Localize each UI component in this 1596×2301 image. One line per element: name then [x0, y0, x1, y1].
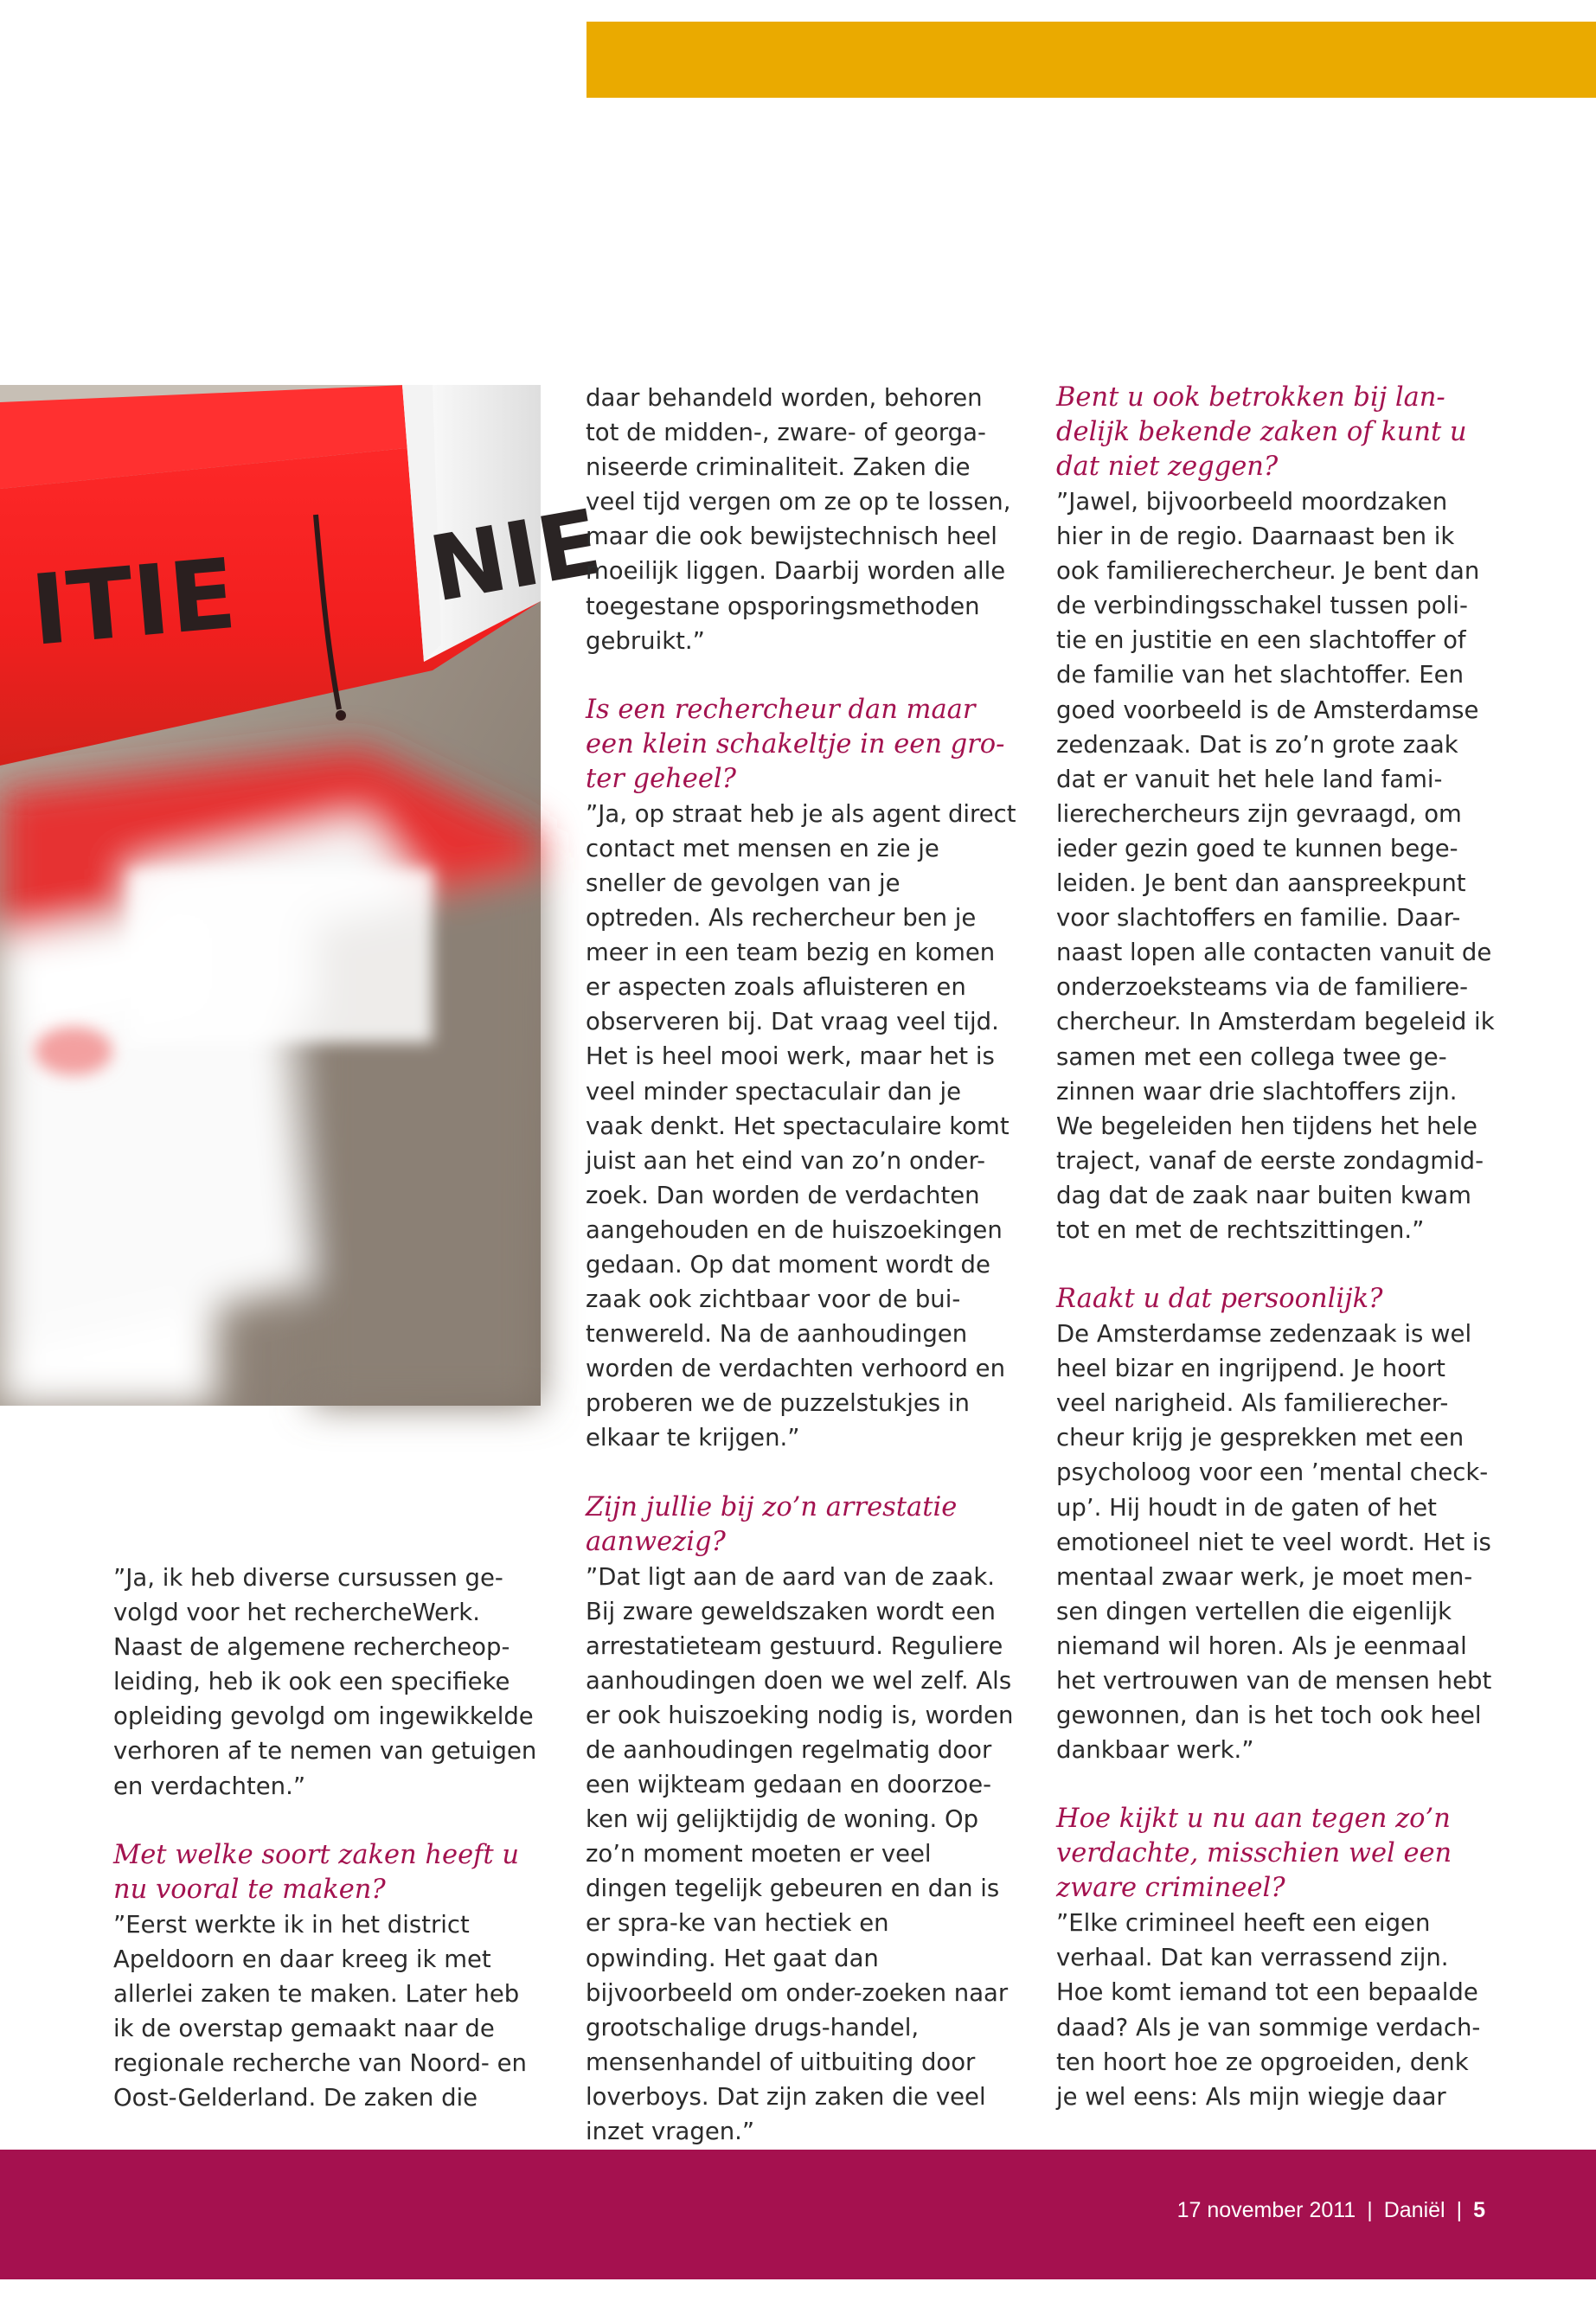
issue-date: 17 november 2011: [1176, 2198, 1356, 2222]
police-tape-photo: [0, 385, 609, 1406]
interview-question: Zijn jullie bij zo’n arrestatie aanwezig?: [586, 1491, 958, 1557]
footer-separator: |: [1456, 2198, 1463, 2222]
police-tape-image: [0, 385, 609, 1406]
interview-question: Bent u ook betrokken bij lan-delijk bekende zaken of kunt u dat niet zeggen?: [1056, 382, 1467, 482]
answer-paragraph: daar behandeld worden, behoren tot de midden-, zware- of georga-niseerde criminaliteit. Zaken die veel tijd vergen om ze op te lossen, maar die ook bewijstechnisch heel moeilijk liggen. Daarbij worden alle toegestane opsporingsmethoden gebruikt.”: [586, 384, 1011, 655]
answer-paragraph: ”Ja, op straat heb je als agent direct contact met mensen en zie je sneller de gevolgen van je optreden. Als rechercheur ben je meer in een team bezig en komen er aspecten zoals afluisteren en observeren bij. Dat vraag veel tijd. Het is heel mooi werk, maar het is veel minder spectaculair dan je vaak denkt. Het spectaculaire komt juist aan het eind van zo’n onder-zoek. Dan worden de verdachten aangehouden en de huiszoekingen gedaan. Op dat moment wordt de zaak ook zichtbaar voor de bui-tenwereld. Na de aanhoudingen worden de verdachten verhoord en proberen we de puzzelstukjes in elkaar te krijgen.”: [586, 799, 1016, 1452]
top-accent-bar: [586, 22, 1596, 98]
answer-paragraph: ”Jawel, bijvoorbeeld moordzaken hier in de regio. Daarnaast ben ik ook familierechercheur. Je bent dan de verbindingsschakel tussen poli-tie en justitie en een slachtoffer of de familie van het slachtoffer. Een goed voorbeeld is de Amsterdamse zedenzaak. Dat is zo’n grote zaak dat er vanuit het hele land fami-lierechercheurs zijn gevraagd, om ieder gezin goed te kunnen bege-leiden. Je bent dan aanspreekpunt voor slachtoffers en familie. Daar-naast lopen alle contacten vanuit de onderzoeksteams via de familiere-chercheur. In Amsterdam begeleid ik samen met een collega twee ge-zinnen waar drie slachtoffers zijn. We begeleiden hen tijdens het hele traject, vanaf de eerste zondagmid-dag dat de zaak naar buiten kwam tot en met de rechtszittingen.”: [1056, 488, 1495, 1244]
article-column-2: [586, 381, 1018, 2149]
page-number: 5: [1473, 2198, 1485, 2222]
interview-question: Raakt u dat persoonlijk?: [1056, 1284, 1383, 1315]
interview-question: Hoe kijkt u nu aan tegen zo’n verdachte, misschien wel een zware crimineel?: [1056, 1804, 1452, 1904]
answer-paragraph: ”Ja, ik heb diverse cursussen ge-volgd voor het rechercheWerk. Naast de algemene rechercheop-leiding, heb ik ook een specifieke opleiding gevolgd om ingewikkelde verhoren af te nemen van getuigen en verdachten.”: [113, 1564, 537, 1800]
answer-paragraph: De Amsterdamse zedenzaak is wel heel bizar en ingrijpend. Je hoort veel narigheid. Als familierecher-cheur krijg je gesprekken met een psycholoog voor een ’mental check-up’. Hij houdt in de gaten of het emotioneel niet te veel wordt. Het is mentaal zwaar werk, je moet men-sen dingen vertellen die eigenlijk niemand wil horen. Als je eenmaal het vertrouwen van de mensen hebt gewonnen, dan is het toch ook heel dankbaar werk.”: [1056, 1320, 1492, 1765]
footer-separator: |: [1367, 2198, 1373, 2222]
tape-text-right: NIE: [422, 489, 609, 623]
interview-question: Is een rechercheur dan maar een klein schakeltje in een gro-ter geheel?: [586, 694, 1005, 794]
tape-text-left: ITIE: [27, 537, 240, 668]
article-column-1: [113, 1561, 537, 2115]
answer-paragraph: ”Elke crimineel heeft een eigen verhaal. Dat kan verrassend zijn. Hoe komt iemand tot een bepaalde daad? Als je van sommige verdach-ten hoort hoe ze opgroeiden, denk je wel eens: Als mijn wiegje daar: [1056, 1909, 1481, 2111]
magazine-name: Daniël: [1383, 2198, 1445, 2222]
interview-question: Met welke soort zaken heeft u nu vooral te maken?: [113, 1839, 520, 1905]
answer-paragraph: ”Eerst werkte ik in het district Apeldoorn en daar kreeg ik met allerlei zaken te maken. Later heb ik de overstap gemaakt naar de regionale recherche van Noord- en Oost-Gelderland. De zaken die: [113, 1910, 527, 2112]
footer-info: [1177, 2195, 1485, 2226]
page-footer: [0, 2150, 1596, 2279]
article-column-3: [1056, 381, 1496, 2114]
answer-paragraph: ”Dat ligt aan de aard van de zaak. Bij zware geweldszaken wordt een arrestatieteam gestuurd. Reguliere aanhoudingen doen we wel zelf. Als er ook huiszoeking nodig is, worden de aanhoudingen regelmatig door een wijkteam gedaan en doorzoe-ken wij gelijktijdig de woning. Op zo’n moment moeten er veel dingen tegelijk gebeuren en dan is er spra-ke van hectiek en opwinding. Het gaat dan bijvoorbeeld om onder-zoeken naar grootschalige drugs-handel, mensenhandel of uitbuiting door loverboys. Dat zijn zaken die veel inzet vragen.”: [586, 1562, 1014, 2146]
